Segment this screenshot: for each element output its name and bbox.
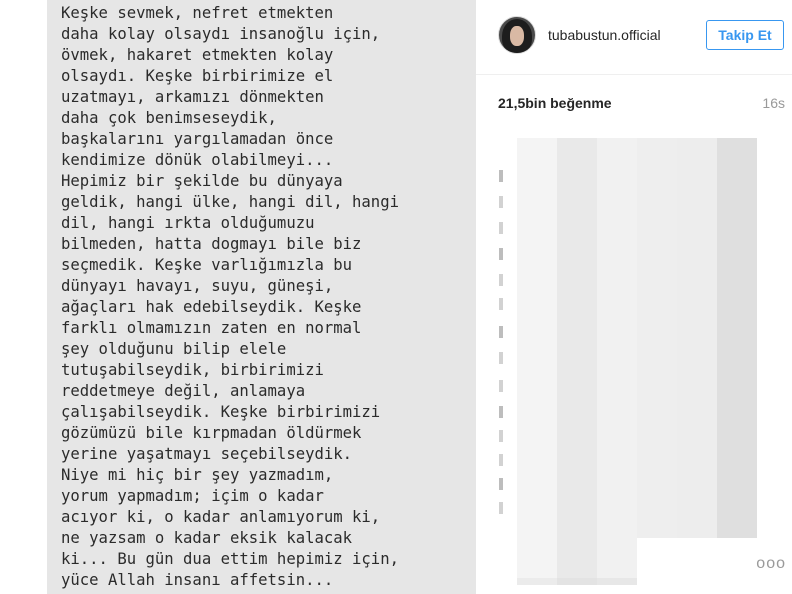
post-text-line: reddetmeye değil, anlamaya bbox=[61, 382, 306, 400]
avatar[interactable] bbox=[498, 16, 536, 54]
pixelation-block bbox=[637, 338, 677, 378]
post-text-line: yerine yaşatmayı seçebilseydik. bbox=[61, 445, 353, 463]
post-text-line: farklı olmamızın zaten en normal bbox=[61, 319, 362, 337]
follow-button[interactable]: Takip Et bbox=[706, 20, 784, 50]
pixelation-block bbox=[677, 178, 717, 218]
post-text-line: ki... Bu gün dua ettim hepimiz için, bbox=[61, 550, 399, 568]
post-text-line: daha çok benimseseydik, bbox=[61, 109, 277, 127]
obscured-glyph-fragment bbox=[499, 352, 503, 364]
likes-count[interactable]: 21,5bin beğenme bbox=[498, 95, 612, 111]
pixelation-block bbox=[637, 418, 677, 458]
pixelation-block bbox=[717, 498, 757, 538]
obscured-glyph-fragment bbox=[499, 326, 503, 338]
pixelation-block bbox=[597, 258, 637, 298]
obscured-glyph-fragment bbox=[499, 248, 503, 260]
pixelation-block bbox=[517, 578, 557, 585]
post-text-line: dil, hangi ırkta olduğumuzu bbox=[61, 214, 315, 232]
post-header bbox=[476, 0, 792, 75]
pixelation-block bbox=[557, 218, 597, 258]
pixelation-block bbox=[717, 298, 757, 338]
pixelation-block bbox=[517, 138, 557, 178]
pixelation-block bbox=[557, 298, 597, 338]
pixelation-block bbox=[717, 458, 757, 498]
post-text-line: geldik, hangi ülke, hangi dil, hangi bbox=[61, 193, 399, 211]
pixelation-block bbox=[557, 258, 597, 298]
pixelation-block bbox=[637, 378, 677, 418]
pixelation-block bbox=[557, 418, 597, 458]
pixelation-block bbox=[717, 338, 757, 378]
pixelation-block bbox=[597, 578, 637, 585]
pixelation-block bbox=[637, 498, 677, 538]
more-options-icon[interactable]: ooo bbox=[756, 555, 786, 572]
post-image[interactable] bbox=[47, 0, 476, 594]
pixelation-block bbox=[717, 178, 757, 218]
obscured-glyph-fragment bbox=[499, 454, 503, 466]
pixelation-block bbox=[677, 298, 717, 338]
pixelation-block bbox=[517, 298, 557, 338]
post-text-line: şey olduğunu bilip elele bbox=[61, 340, 287, 358]
post-text-line: acıyor ki, o kadar anlamıyorum ki, bbox=[61, 508, 381, 526]
pixelation-block bbox=[517, 338, 557, 378]
pixelation-block bbox=[677, 458, 717, 498]
pixelation-block bbox=[637, 178, 677, 218]
pixelation-block bbox=[557, 178, 597, 218]
post-text-line: gözümüzü bile kırpmadan öldürmek bbox=[61, 424, 362, 442]
post-text-line: ağaçları hak edebilseydik. Keşke bbox=[61, 298, 362, 316]
obscured-glyph-fragment bbox=[499, 298, 503, 310]
post-text-line: bilmeden, hatta dogmayı bile biz bbox=[61, 235, 362, 253]
post-text-line: ne yazsam o kadar eksik kalacak bbox=[61, 529, 353, 547]
pixelation-block bbox=[717, 258, 757, 298]
pixelation-block bbox=[677, 378, 717, 418]
pixelation-block bbox=[557, 138, 597, 178]
pixelation-block bbox=[557, 498, 597, 538]
post-text-line: seçmedik. Keşke varlığımızla bu bbox=[61, 256, 353, 274]
obscured-glyph-fragment bbox=[499, 502, 503, 514]
pixelation-block bbox=[557, 578, 597, 585]
post-text-line: başkalarını yargılamadan önce bbox=[61, 130, 334, 148]
pixelation-block bbox=[677, 418, 717, 458]
pixelation-block bbox=[637, 258, 677, 298]
post-text-line: çalışabilseydik. Keşke birbirimizi bbox=[61, 403, 381, 421]
pixelation-block bbox=[597, 138, 637, 178]
obscured-glyph-fragment bbox=[499, 380, 503, 392]
pixelation-block bbox=[597, 218, 637, 258]
pixelation-block bbox=[597, 338, 637, 378]
post-text-line: yüce Allah insanı affetsin... bbox=[61, 571, 334, 589]
post-text-line: Hepimiz bir şekilde bu dünyaya bbox=[61, 172, 343, 190]
pixelation-block bbox=[597, 298, 637, 338]
pixelation-block bbox=[637, 298, 677, 338]
pixelation-block bbox=[597, 378, 637, 418]
pixelation-block bbox=[677, 498, 717, 538]
post-text-line: Niye mi hiç bir şey yazmadım, bbox=[61, 466, 334, 484]
obscured-glyph-fragment bbox=[499, 222, 503, 234]
post-text-line: daha kolay olsaydı insanoğlu için, bbox=[61, 25, 381, 43]
pixelation-block bbox=[517, 458, 557, 498]
pixelation-block bbox=[677, 218, 717, 258]
obscured-glyph-fragment bbox=[499, 170, 503, 182]
obscured-glyph-fragment bbox=[499, 196, 503, 208]
post-text-line: övmek, hakaret etmekten kolay bbox=[61, 46, 334, 64]
pixelation-block bbox=[517, 498, 557, 538]
pixelation-block bbox=[557, 338, 597, 378]
post-time: 16s bbox=[762, 95, 785, 111]
obscured-glyph-fragment bbox=[499, 274, 503, 286]
post-text-line: Keşke sevmek, nefret etmekten bbox=[61, 4, 334, 22]
pixelation-block bbox=[717, 138, 757, 178]
obscured-glyph-fragment bbox=[499, 430, 503, 442]
pixelation-block bbox=[597, 418, 637, 458]
post-sidebar bbox=[476, 0, 792, 594]
pixelation-block bbox=[677, 138, 717, 178]
pixelation-block bbox=[517, 418, 557, 458]
blurred-comments-area bbox=[497, 130, 787, 585]
pixelation-block bbox=[517, 378, 557, 418]
post-text-line: uzatmayı, arkamızı dönmekten bbox=[61, 88, 324, 106]
pixelation-block bbox=[637, 138, 677, 178]
pixelation-block bbox=[597, 458, 637, 498]
pixelation-block bbox=[517, 218, 557, 258]
post-text-line: dünyayı havayı, suyu, güneşi, bbox=[61, 277, 334, 295]
obscured-glyph-fragment bbox=[499, 478, 503, 490]
pixelation-block bbox=[637, 218, 677, 258]
pixelation-block bbox=[677, 338, 717, 378]
pixelation-block bbox=[517, 178, 557, 218]
pixelation-block bbox=[557, 378, 597, 418]
pixelation-block bbox=[517, 258, 557, 298]
pixelation-block bbox=[517, 538, 557, 578]
post-image-text bbox=[61, 3, 461, 591]
obscured-glyph-fragment bbox=[499, 406, 503, 418]
pixelation-block bbox=[717, 418, 757, 458]
pixelation-block bbox=[557, 458, 597, 498]
post-text-line: tutuşabilseydik, birbirimizi bbox=[61, 361, 324, 379]
post-text-line: kendimize dönük olabilmeyi... bbox=[61, 151, 334, 169]
pixelation-block bbox=[637, 458, 677, 498]
post-text-line: olsaydı. Keşke birbirimize el bbox=[61, 67, 334, 85]
pixelation-block bbox=[717, 378, 757, 418]
post-text-line: yorum yapmadım; içim o kadar bbox=[61, 487, 324, 505]
pixelation-block bbox=[597, 538, 637, 578]
pixelation-block bbox=[557, 538, 597, 578]
pixelation-block bbox=[717, 218, 757, 258]
username-link[interactable]: tubabustun.official bbox=[548, 27, 661, 43]
pixelation-block bbox=[597, 178, 637, 218]
pixelation-block bbox=[677, 258, 717, 298]
pixelation-block bbox=[597, 498, 637, 538]
